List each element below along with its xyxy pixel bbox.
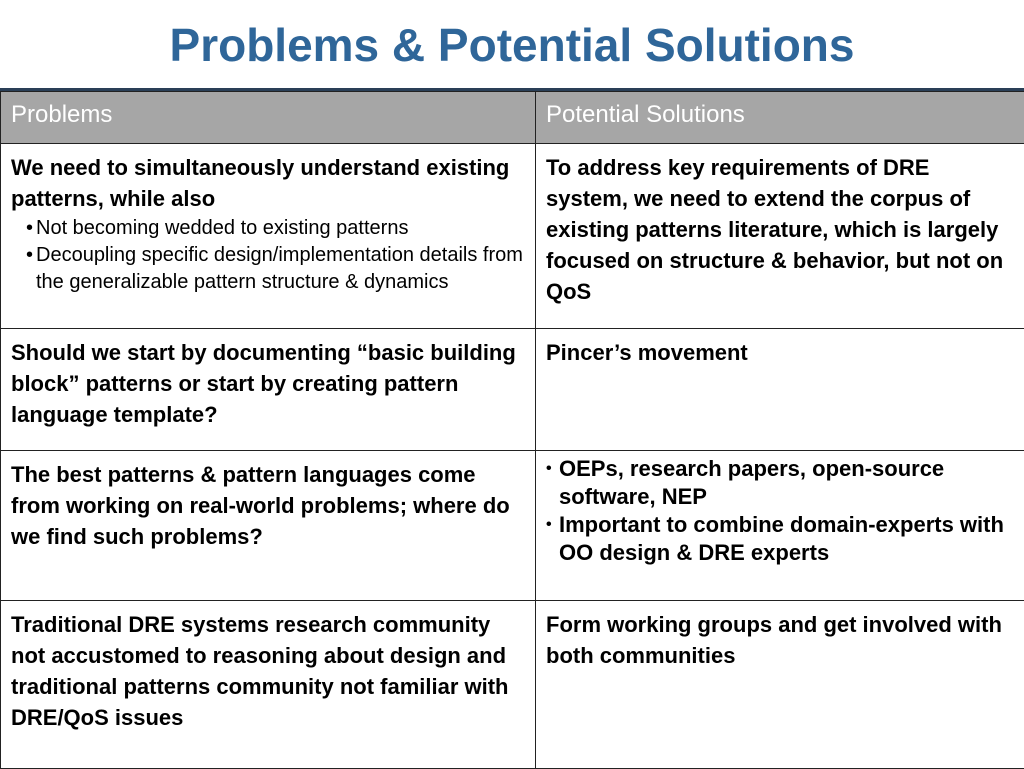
solution-bullet-list	[546, 455, 1014, 567]
solution-text: To address key requirements of DRE system, we need to extend the corpus of existing patterns literature, which is largely focused on structure & behavior, but not on QoS	[546, 152, 1014, 307]
list-item: • Decoupling specific design/implementation details from the generalizable pattern structure & dynamics	[11, 242, 525, 296]
table-row	[1, 144, 1024, 329]
problem-cell	[1, 451, 536, 601]
problem-text: Traditional DRE systems research community not accustomed to reasoning about design and traditional patterns community not familiar with DRE/QoS issues	[11, 609, 525, 733]
table-row	[1, 601, 1024, 769]
problem-cell	[1, 329, 536, 451]
list-item: • Not becoming wedded to existing patterns	[11, 215, 525, 242]
page-title: Problems & Potential Solutions	[0, 18, 1024, 72]
table-row	[1, 451, 1024, 601]
solution-cell	[536, 329, 1024, 451]
problem-text: We need to simultaneously understand existing patterns, while also	[11, 152, 525, 214]
problem-cell	[1, 144, 536, 329]
header-problems: Problems	[1, 92, 536, 144]
solution-cell	[536, 144, 1024, 329]
table-header-row	[1, 92, 1024, 144]
solution-cell	[536, 451, 1024, 601]
solution-text: Pincer’s movement	[546, 337, 1014, 368]
solution-cell	[536, 601, 1024, 769]
solution-text: Form working groups and get involved with both communities	[546, 609, 1014, 671]
header-solutions: Potential Solutions	[536, 92, 1024, 144]
problem-text: Should we start by documenting “basic building block” patterns or start by creating pattern language template?	[11, 337, 525, 430]
list-item: • Important to combine domain-experts with OO design & DRE experts	[546, 511, 1014, 567]
problem-text: The best patterns & pattern languages come from working on real-world problems; where do we find such problems?	[11, 459, 525, 552]
problem-cell	[1, 601, 536, 769]
problem-bullet-list	[11, 215, 525, 296]
table-row	[1, 329, 1024, 451]
problems-solutions-table	[0, 91, 1024, 769]
list-item: • OEPs, research papers, open-source software, NEP	[546, 455, 1014, 511]
